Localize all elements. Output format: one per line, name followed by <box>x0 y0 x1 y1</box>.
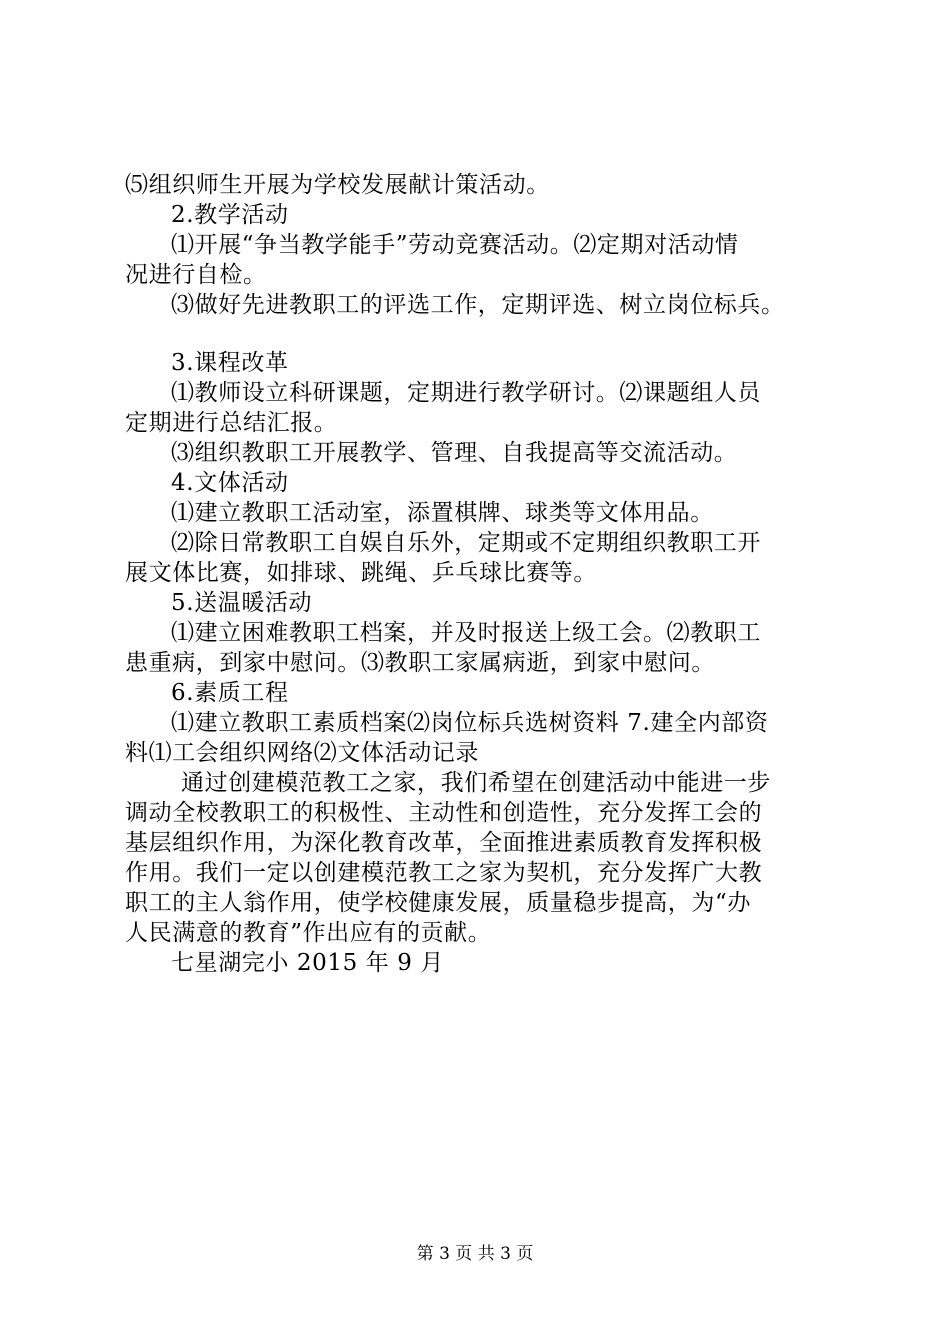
section-heading: 3.课程改革 <box>171 350 289 376</box>
text-line: 患重病，到家中慰问。⑶教职工家属病逝，到家中慰问。 <box>125 650 715 676</box>
text-line: 况进行自检。 <box>125 262 267 288</box>
text-line: ⑴开展“争当教学能手”劳动竞赛活动。⑵定期对活动情 <box>171 232 739 258</box>
text-line: 料⑴工会组织网络⑵文体活动记录 <box>125 740 479 766</box>
paragraph-line: 作用。我们一定以创建模范教工之家为契机，充分发挥广大教 <box>125 860 763 886</box>
paragraph-line: 职工的主人翁作用，使学校健康发展，质量稳步提高，为“办 <box>125 890 751 916</box>
text-line: 展文体比赛，如排球、跳绳、乒乓球比赛等。 <box>125 560 597 586</box>
signature-line: 七星湖完小 2015 年 9 月 <box>171 950 445 976</box>
page-footer: 第 3 页 共 3 页 <box>416 1244 534 1264</box>
text-line: 定期进行总结汇报。 <box>125 410 338 436</box>
section-heading: 4.文体活动 <box>171 470 289 496</box>
paragraph-line: 调动全校教职工的积极性、主动性和创造性，充分发挥工会的 <box>125 800 763 826</box>
paragraph-line: 人民满意的教育”作出应有的贡献。 <box>125 920 492 946</box>
paragraph-line: 基层组织作用，为深化教育改革，全面推进素质教育发挥积极 <box>125 830 763 856</box>
text-line: ⑴教师设立科研课题，定期进行教学研讨。⑵课题组人员 <box>171 380 761 406</box>
paragraph-line: 通过创建模范教工之家，我们希望在创建活动中能进一步 <box>181 770 771 796</box>
text-line: ⑶组织教职工开展教学、管理、自我提高等交流活动。 <box>171 440 738 466</box>
text-line: ⑴建立教职工活动室，添置棋牌、球类等文体用品。 <box>171 500 714 526</box>
text-line: ⑵除日常教职工自娱自乐外，定期或不定期组织教职工开 <box>171 530 761 556</box>
section-heading: 5.送温暖活动 <box>171 590 313 616</box>
text-line: ⑸组织师生开展为学校发展献计策活动。 <box>125 172 550 198</box>
section-heading: 6.素质工程 <box>171 680 289 706</box>
document-body <box>125 170 845 978</box>
text-line: ⑶做好先进教职工的评选工作，定期评选、树立岗位标兵。 <box>171 292 785 318</box>
spacer <box>125 320 845 348</box>
section-heading: 2.教学活动 <box>171 202 289 228</box>
text-line: ⑴建立困难教职工档案，并及时报送上级工会。⑵教职工 <box>171 620 761 646</box>
text-line: ⑴建立教职工素质档案⑵岗位标兵选树资料 7.建全内部资 <box>171 710 769 736</box>
